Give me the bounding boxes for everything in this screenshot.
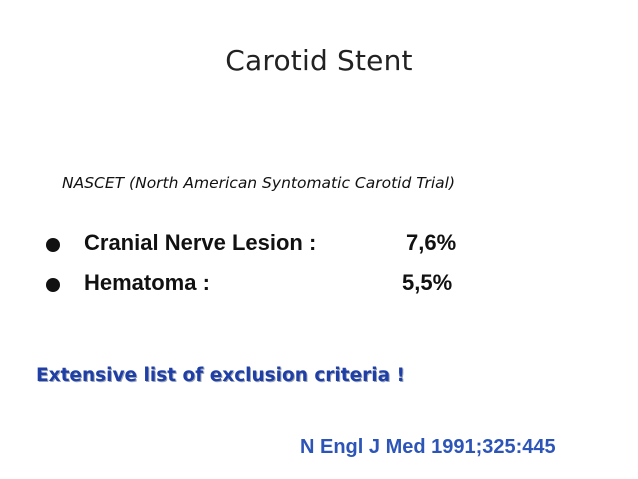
bullet-label: Hematoma : [84,270,210,295]
bullet-list [46,230,566,310]
bullet-value: 5,5% [402,270,453,295]
bullet-icon [46,278,60,292]
list-item [46,230,566,270]
exclusion-callout: Extensive list of exclusion criteria ! [36,365,405,386]
citation: N Engl J Med 1991;325:445 [300,436,556,458]
trial-subtitle: NASCET (North American Syntomatic Carotid Trial) [62,174,456,192]
bullet-icon [46,238,60,252]
slide-title: Carotid Stent [225,44,413,77]
bullet-value: 7,6% [406,230,457,255]
bullet-label: Cranial Nerve Lesion : [84,230,317,255]
list-item [46,270,566,310]
